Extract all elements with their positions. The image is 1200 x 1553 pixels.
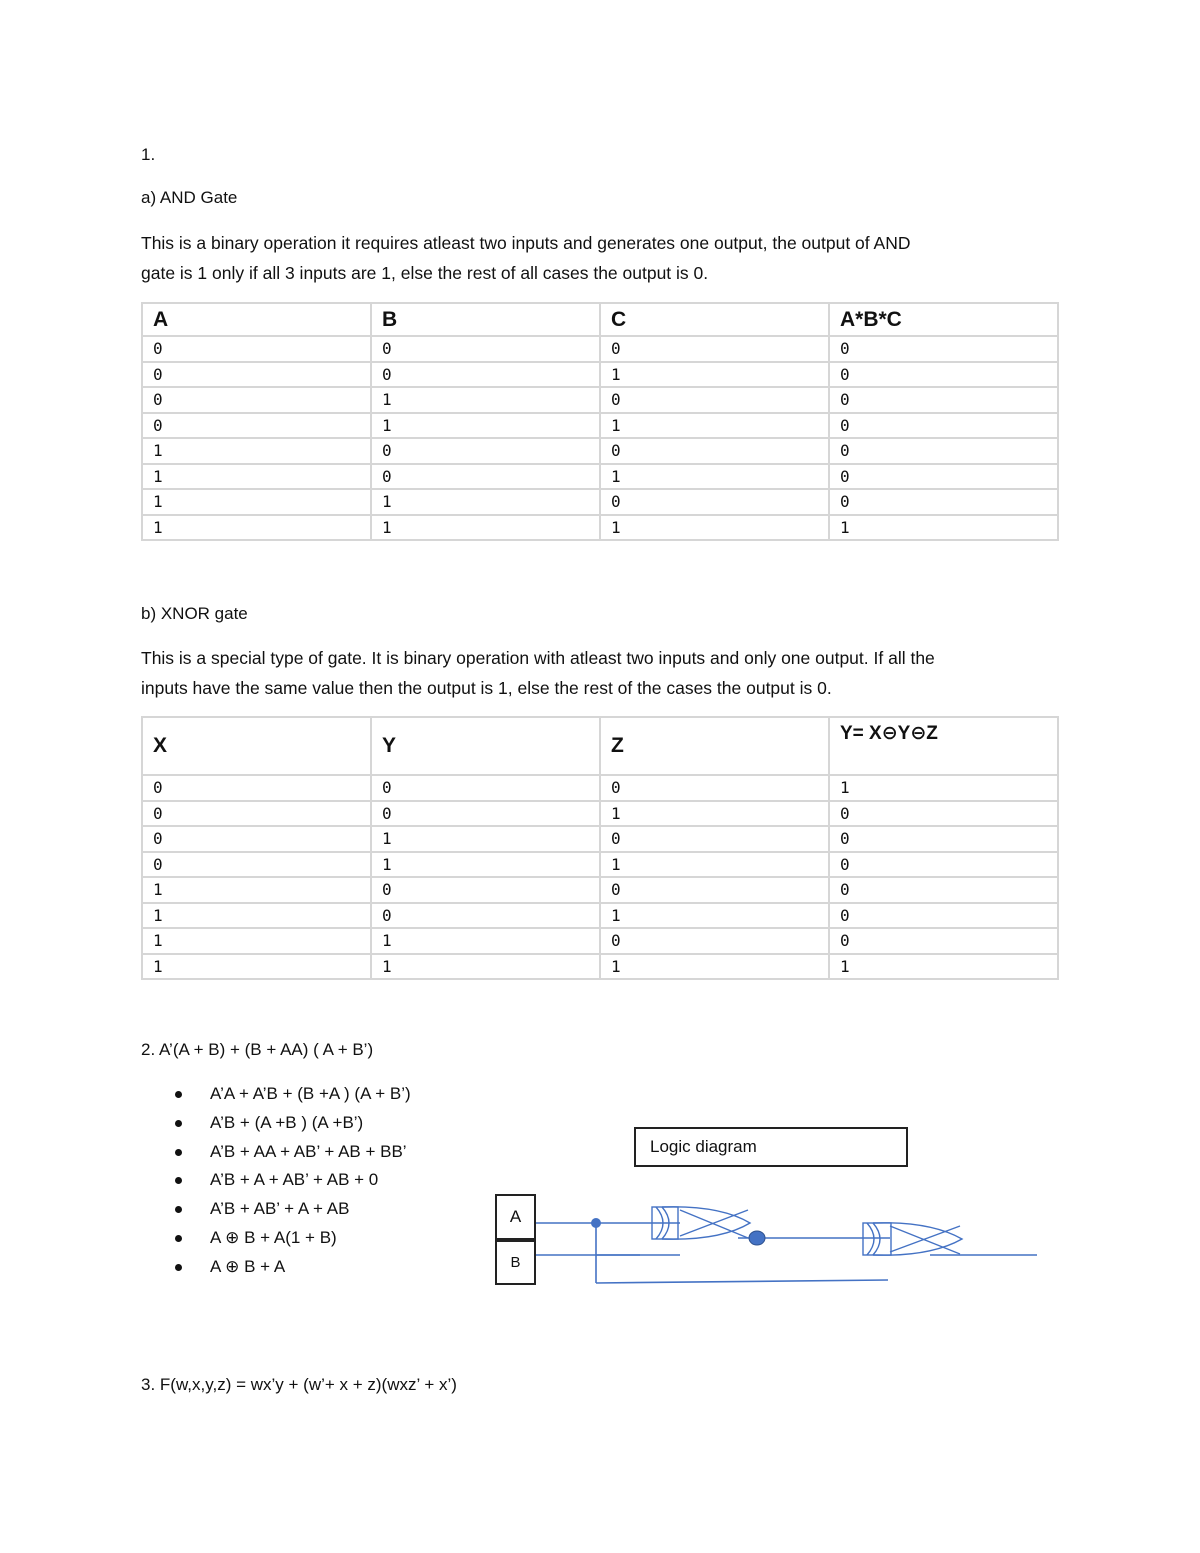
table-cell: 0	[371, 336, 600, 362]
column-header: Z	[600, 717, 829, 775]
step-text: A’B + (A +B ) (A +B’)	[210, 1112, 364, 1132]
table-cell: 0	[829, 387, 1058, 413]
table-cell: 0	[371, 362, 600, 388]
table-cell: 0	[142, 362, 371, 388]
xnor-desc-line: inputs have the same value then the output is 1, else the rest of the cases the output is 0.	[141, 678, 832, 698]
table-cell: 1	[371, 928, 600, 954]
table-cell: 1	[829, 515, 1058, 541]
table-cell: 0	[142, 826, 371, 852]
table-cell: 1	[142, 903, 371, 929]
table-cell: 0	[829, 801, 1058, 827]
table-cell: 0	[600, 775, 829, 801]
table-cell: 1	[371, 489, 600, 515]
table-cell: 0	[142, 801, 371, 827]
table-cell: 0	[600, 489, 829, 515]
table-cell: 1	[600, 954, 829, 980]
table-cell: 0	[829, 362, 1058, 388]
column-header: Y= X⊖Y⊖Z	[829, 717, 1058, 775]
table-cell: 0	[600, 928, 829, 954]
table-cell: 1	[371, 413, 600, 439]
table-cell: 0	[371, 464, 600, 490]
table-cell: 0	[829, 413, 1058, 439]
column-header: A	[142, 303, 371, 336]
table-cell: 0	[829, 928, 1058, 954]
table-cell: 0	[371, 877, 600, 903]
table-cell: 1	[829, 954, 1058, 980]
column-header: X	[142, 717, 371, 775]
question-3-expression: 3. F(w,x,y,z) = wx’y + (w’+ x + z)(wxz’ + x’)	[141, 1375, 457, 1394]
table-cell: 0	[829, 464, 1058, 490]
table-cell: 1	[371, 515, 600, 541]
xor-gate-2-icon	[863, 1223, 962, 1255]
table-cell: 0	[142, 336, 371, 362]
table-cell: 0	[371, 775, 600, 801]
step-text: A’A + A’B + (B +A ) (A + B’)	[210, 1084, 411, 1103]
table-cell: 0	[829, 903, 1058, 929]
junction-dot	[591, 1218, 601, 1228]
table-cell: 0	[829, 336, 1058, 362]
table-cell: 0	[600, 438, 829, 464]
table-cell: 0	[600, 826, 829, 852]
step-text: A ⊕ B + A(1 + B)	[210, 1227, 337, 1247]
xnor-gate-heading: b) XNOR gate	[141, 604, 248, 623]
question-2-expression: 2. A’(A + B) + (B + AA) ( A + B’)	[141, 1040, 374, 1059]
table-cell: 0	[600, 877, 829, 903]
and-desc-line: This is a binary operation it requires atleast two inputs and generates one output, the output of AND	[141, 233, 911, 253]
table-cell: 0	[142, 852, 371, 878]
table-cell: 1	[600, 801, 829, 827]
diagram-wires	[536, 1223, 1037, 1283]
table-cell: 1	[600, 362, 829, 388]
and-gate-heading: a) AND Gate	[141, 188, 238, 207]
column-header: A*B*C	[829, 303, 1058, 336]
table-cell: 0	[829, 826, 1058, 852]
table-cell: 1	[371, 852, 600, 878]
table-cell: 1	[142, 877, 371, 903]
table-cell: 1	[142, 928, 371, 954]
table-cell: 1	[142, 438, 371, 464]
column-header: B	[371, 303, 600, 336]
table-cell: 0	[371, 801, 600, 827]
table-cell: 1	[371, 826, 600, 852]
table-cell: 1	[600, 464, 829, 490]
column-header: C	[600, 303, 829, 336]
step-text: A’B + A + AB’ + AB + 0	[210, 1170, 379, 1190]
step-text: A ⊕ B + A	[210, 1256, 286, 1276]
table-cell: 1	[371, 387, 600, 413]
table-cell: 1	[600, 852, 829, 878]
step-text: A’B + AB’ + A + AB	[210, 1199, 350, 1219]
table-cell: 1	[142, 464, 371, 490]
table-cell: 1	[600, 903, 829, 929]
table-cell: 0	[600, 387, 829, 413]
table-cell: 1	[829, 775, 1058, 801]
table-cell: 1	[142, 489, 371, 515]
table-cell: 1	[600, 413, 829, 439]
table-cell: 0	[142, 775, 371, 801]
table-cell: 0	[829, 489, 1058, 515]
table-cell: 1	[142, 515, 371, 541]
input-b-label: B	[510, 1254, 521, 1271]
table-cell: 0	[371, 903, 600, 929]
xnor-desc-line: This is a special type of gate. It is binary operation with atleast two inputs and only one output. If all the	[141, 648, 935, 668]
table-cell: 0	[829, 852, 1058, 878]
wire-bottom	[596, 1280, 888, 1283]
input-a-label: A	[509, 1207, 522, 1226]
table-cell: 0	[829, 438, 1058, 464]
logic-diagram-title: Logic diagram	[650, 1137, 757, 1156]
and-desc-line: gate is 1 only if all 3 inputs are 1, else the rest of all cases the output is 0.	[141, 263, 709, 283]
table-cell: 1	[371, 954, 600, 980]
step-text: A’B + AA + AB’ + AB + BB’	[210, 1141, 407, 1161]
table-cell: 0	[142, 387, 371, 413]
question-number: 1.	[141, 145, 156, 164]
junction-dot-large	[749, 1231, 765, 1245]
table-cell: 0	[142, 413, 371, 439]
table-cell: 0	[829, 877, 1058, 903]
table-cell: 0	[600, 336, 829, 362]
table-cell: 1	[600, 515, 829, 541]
table-cell: 0	[371, 438, 600, 464]
column-header: Y	[371, 717, 600, 775]
table-cell: 1	[142, 954, 371, 980]
